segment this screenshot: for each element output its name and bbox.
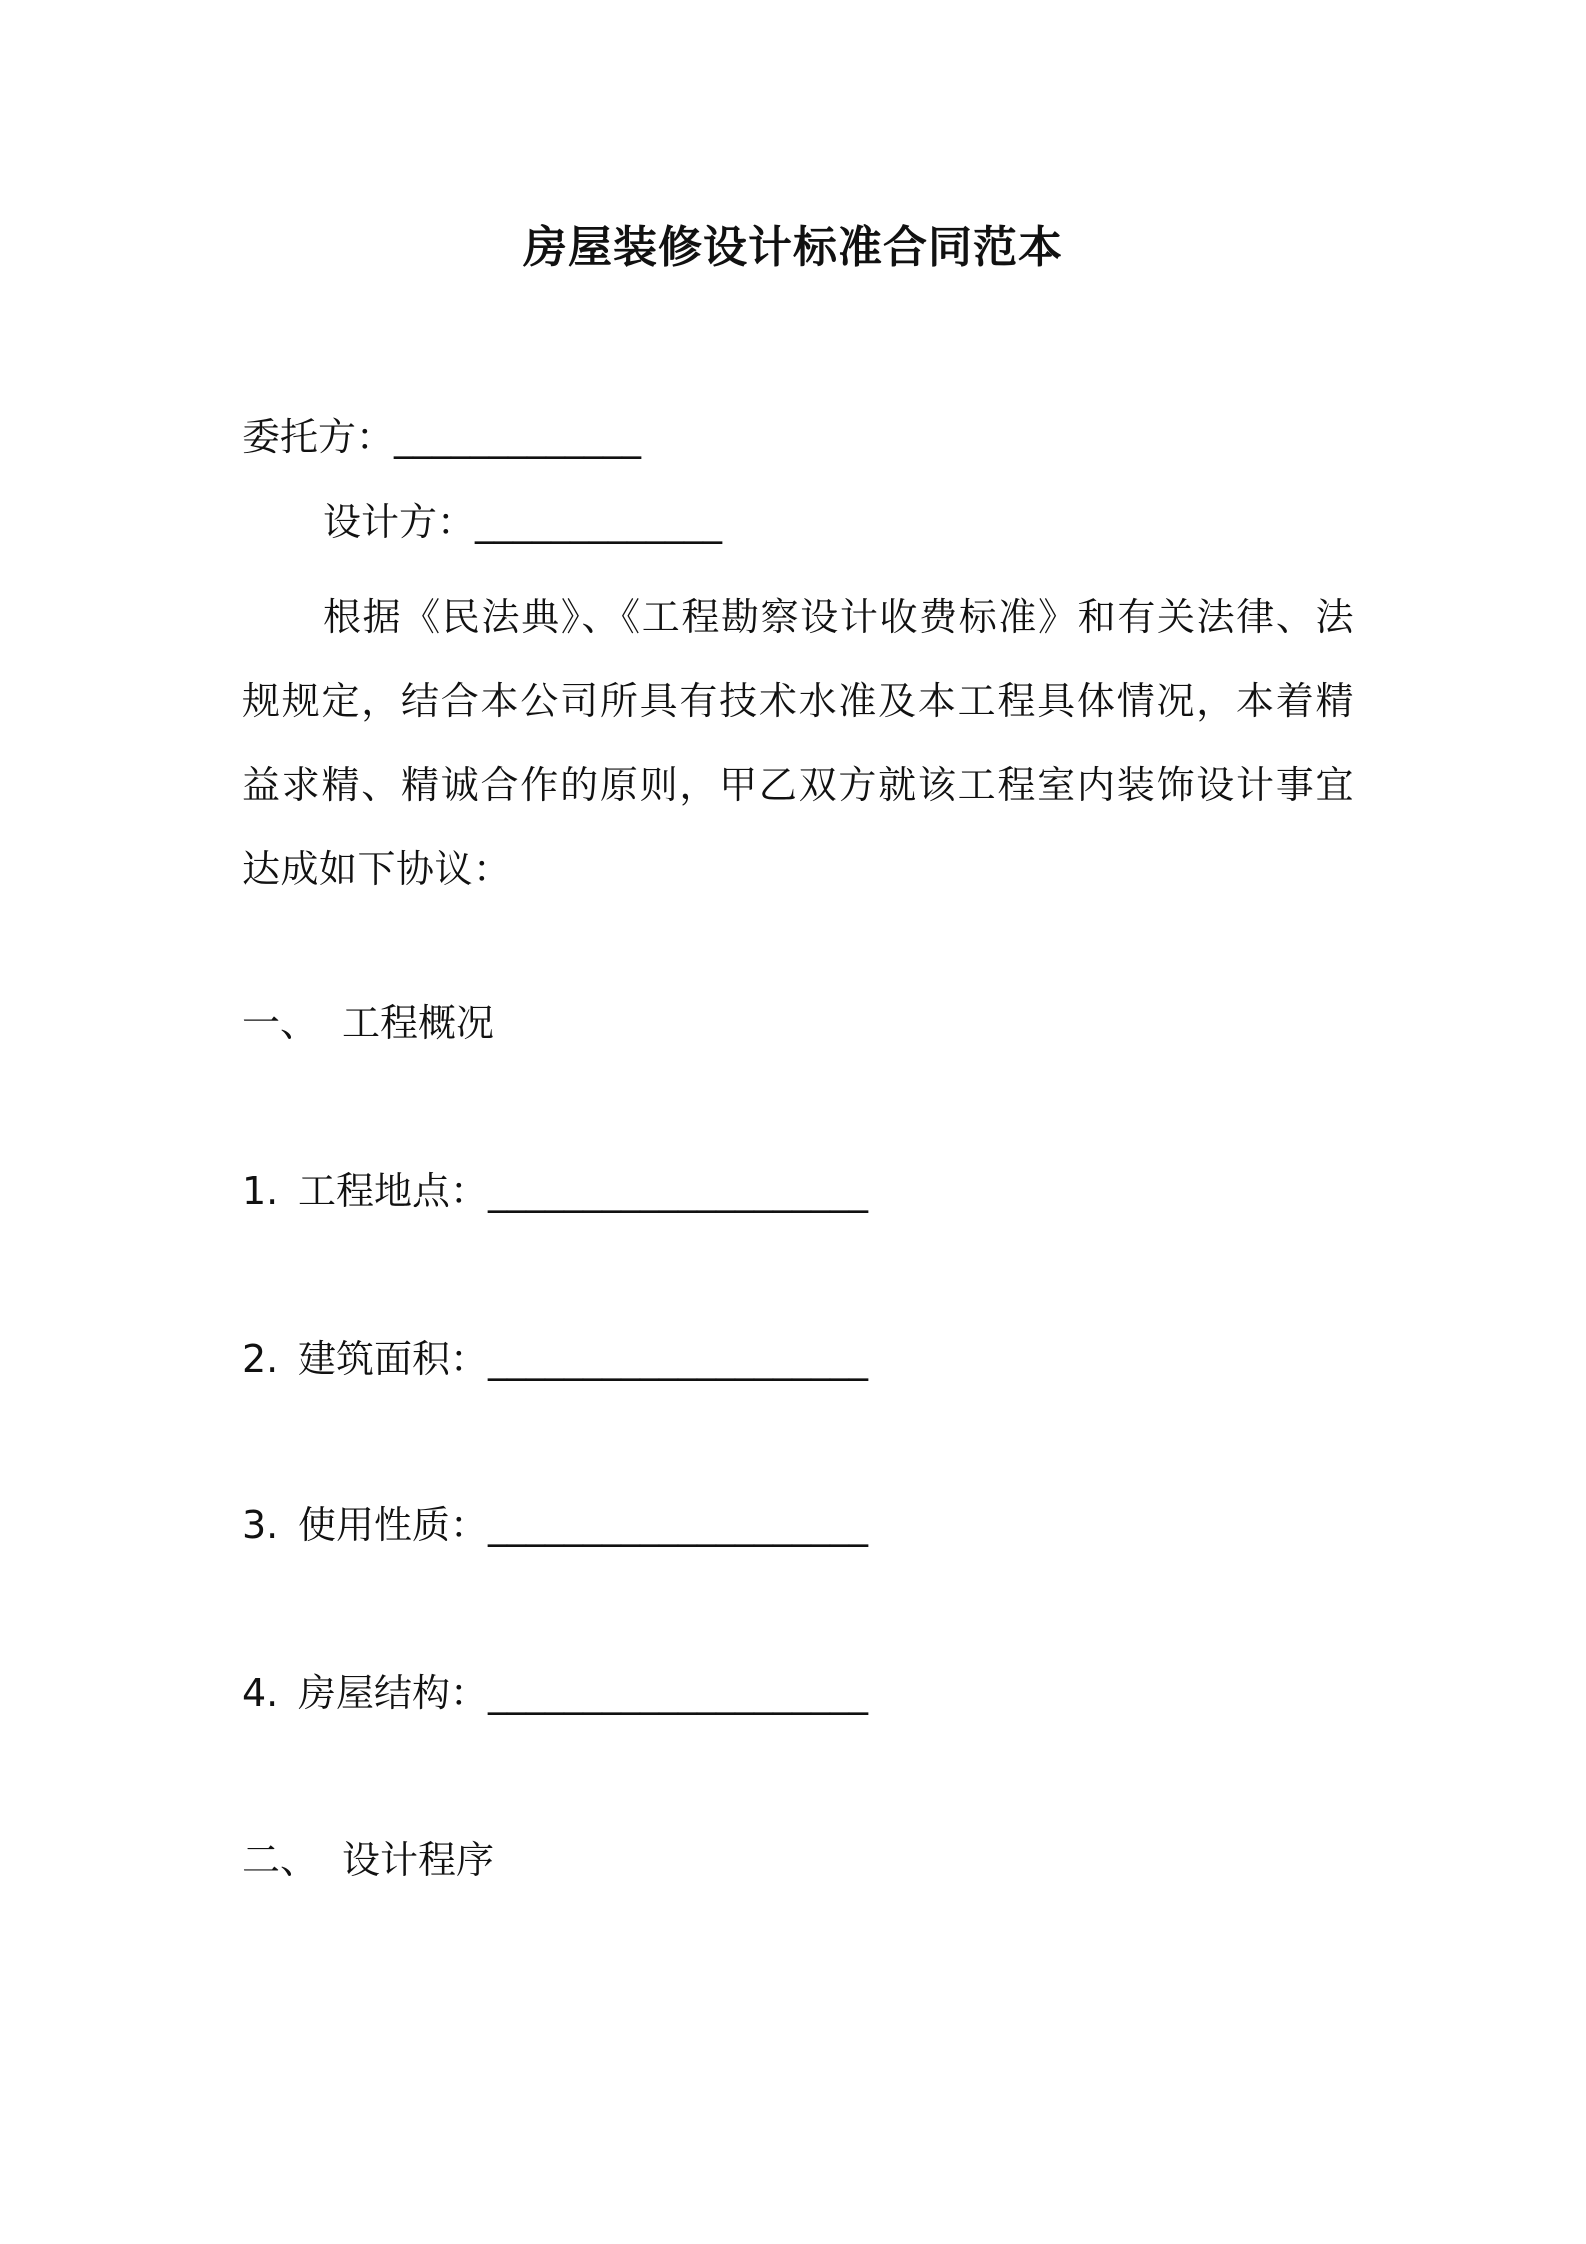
designer-party-line: 设计方：_____________ [323,500,723,544]
section-heading-design-procedure [242,1835,494,1885]
document-title: 房屋装修设计标准合同范本 [523,222,1063,273]
item-text: 工程地点：____________________ [298,1169,869,1213]
item-number: 2. [242,1337,279,1381]
list-item-location [242,1166,868,1216]
section-title: 工程概况 [342,1001,495,1045]
item-text: 建筑面积：____________________ [298,1337,869,1381]
item-number: 4. [242,1671,279,1715]
section-number: 二、 [242,1838,319,1882]
item-number: 1. [242,1169,279,1213]
section-number: 一、 [242,1001,319,1045]
section-heading-overview [242,998,494,1048]
item-text: 房屋结构：____________________ [298,1671,869,1715]
list-item-area [242,1334,868,1384]
client-party-line: 委托方：_____________ [242,415,642,459]
list-item-usage [242,1500,868,1550]
list-item-structure [242,1668,868,1718]
item-text: 使用性质：____________________ [298,1503,869,1547]
item-number: 3. [242,1503,279,1547]
preamble-paragraph: 根据《民法典》、《工程勘察设计收费标准》和有关法律、法规规定，结合本公司所具有技术水准及本工程具体情况，本着精益求精、精诚合作的原则，甲乙双方就该工程室内装饰设计事宜达成如下协议： [242,595,1354,891]
section-title: 设计程序 [342,1838,495,1882]
